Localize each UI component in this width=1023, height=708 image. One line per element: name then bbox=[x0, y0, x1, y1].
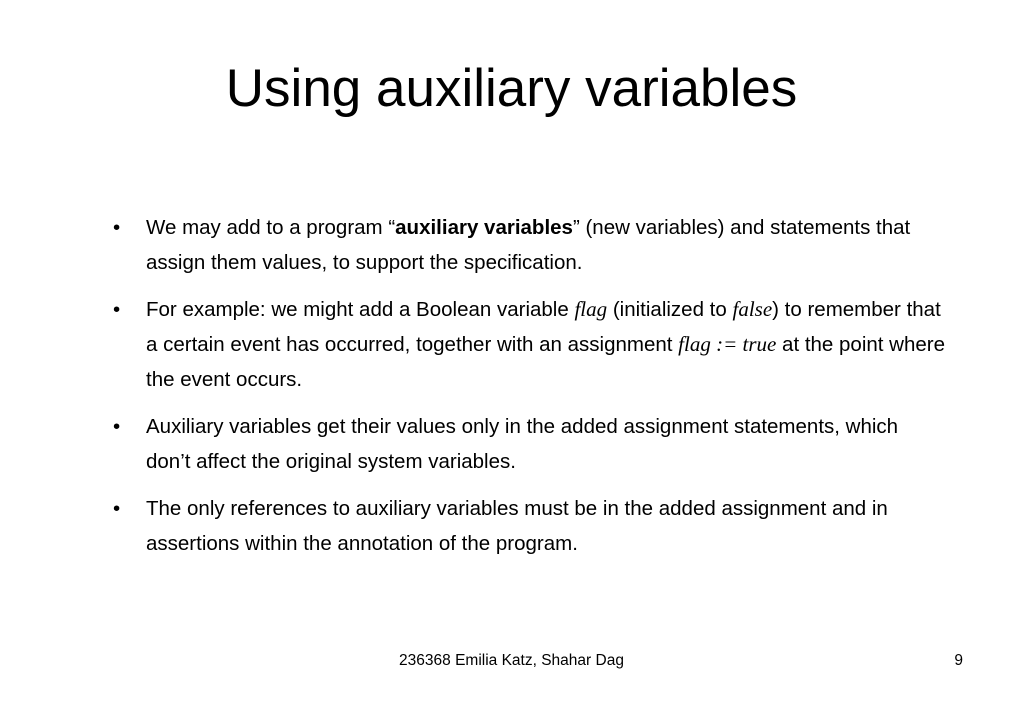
bullet-icon: • bbox=[113, 497, 121, 520]
bullet-text: at the point where the event occurs. bbox=[146, 333, 946, 391]
italic-term: flag := true bbox=[678, 332, 777, 356]
bullet-item-2 bbox=[113, 292, 946, 397]
bullet-text: We may add to a program “ bbox=[146, 216, 396, 239]
bullet-text: For example: we might add a Boolean variable bbox=[146, 298, 575, 321]
page-number: 9 bbox=[954, 652, 963, 669]
italic-term: flag bbox=[574, 297, 608, 321]
bullet-list bbox=[113, 210, 946, 573]
bullet-icon: • bbox=[113, 415, 121, 438]
italic-term: false bbox=[732, 297, 773, 321]
bullet-icon: • bbox=[113, 216, 121, 239]
bullet-item-3 bbox=[113, 409, 946, 479]
bullet-text: Auxiliary variables get their values only in the added assignment statements, which don’t affect the original system variables. bbox=[146, 415, 899, 473]
bullet-text: ) to remember that a certain event has occurred, together with an assignment bbox=[146, 298, 941, 356]
bullet-icon: • bbox=[113, 298, 121, 321]
bullet-text: ” (new variables) and statements that assign them values, to support the specification. bbox=[146, 216, 911, 274]
bullet-item-4 bbox=[113, 491, 946, 561]
bullet-text: The only references to auxiliary variables must be in the added assignment and in assertions within the annotation of the program. bbox=[146, 497, 888, 555]
bullet-item-1 bbox=[113, 210, 946, 280]
slide-footer: 236368 Emilia Katz, Shahar Dag bbox=[399, 652, 624, 669]
bullet-text: (initialized to bbox=[607, 298, 733, 321]
slide-title: Using auxiliary variables bbox=[225, 59, 798, 118]
bold-term: auxiliary variables bbox=[395, 216, 573, 239]
